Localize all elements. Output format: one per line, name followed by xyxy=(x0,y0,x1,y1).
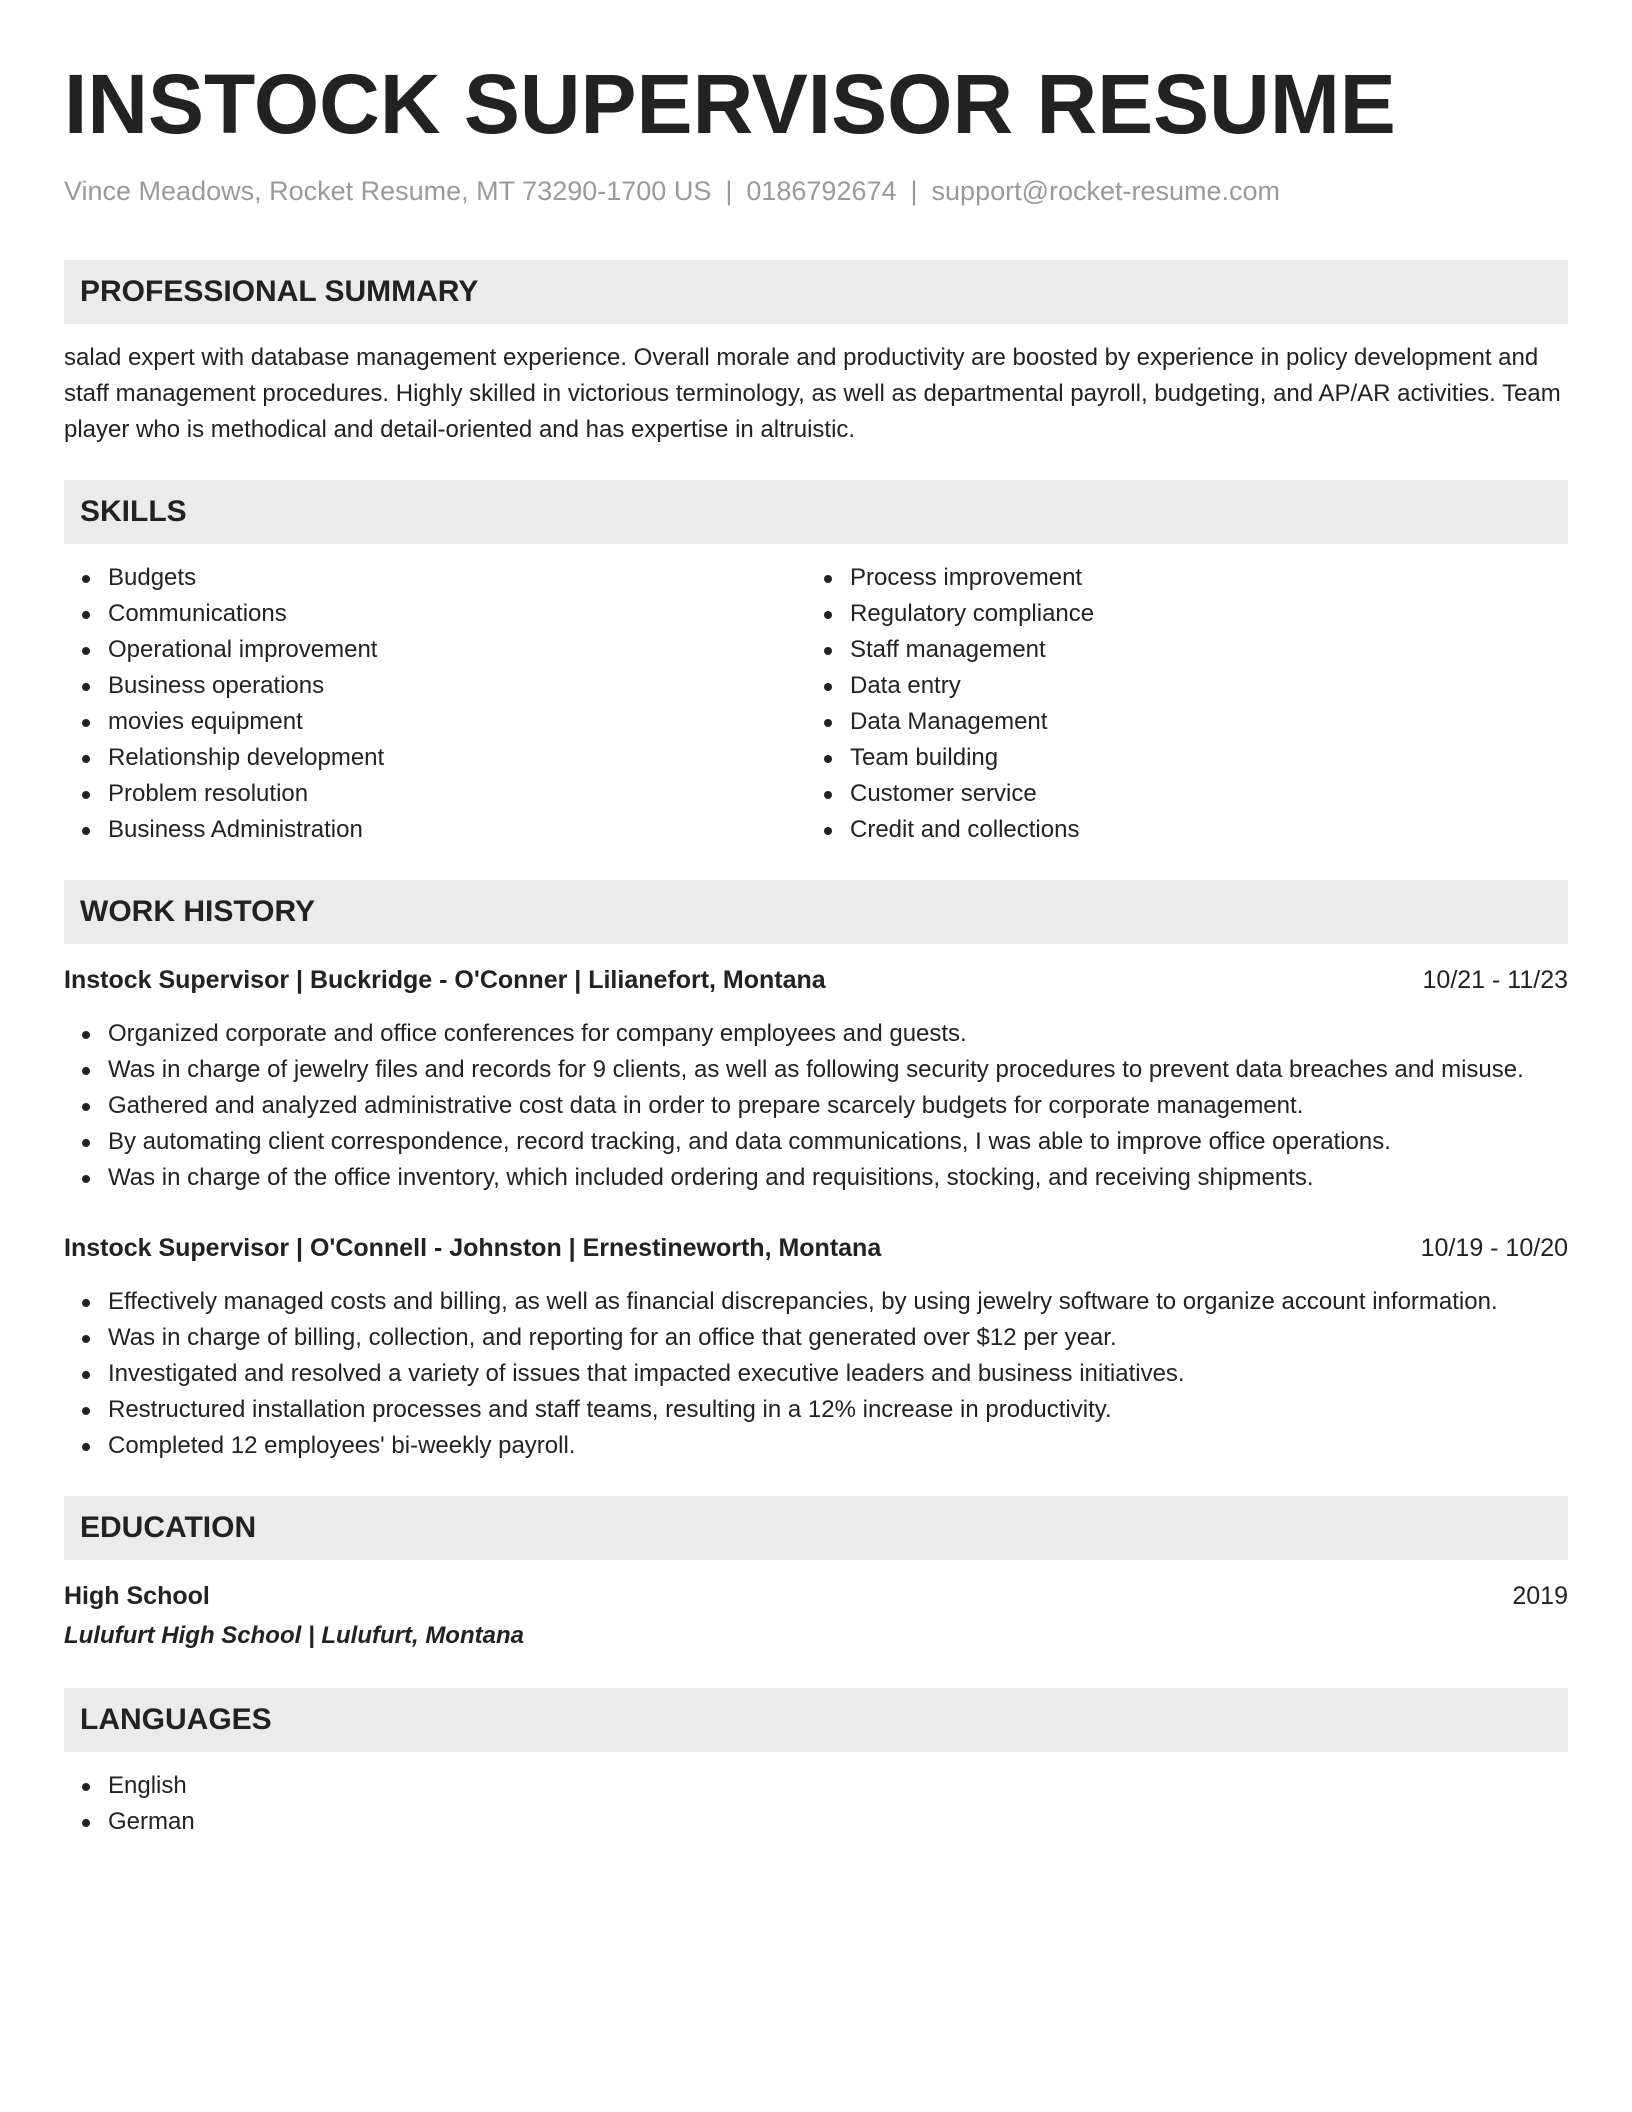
job-heading xyxy=(64,962,1568,998)
skill-item: Process improvement xyxy=(806,560,1548,596)
job-title: Instock Supervisor | Buckridge - O'Conner | Lilianefort, Montana xyxy=(64,966,826,994)
job-heading xyxy=(64,1230,1568,1266)
skill-item: Data Management xyxy=(806,704,1548,740)
contact-address: Vince Meadows, Rocket Resume, MT 73290-1700 US xyxy=(64,176,712,206)
job-duty-item: Restructured installation processes and staff teams, resulting in a 12% increase in productivity. xyxy=(64,1392,1568,1428)
language-item: German xyxy=(64,1804,1568,1840)
skill-item: Data entry xyxy=(806,668,1548,704)
job-duties xyxy=(64,1016,1568,1196)
summary-text: salad expert with database management experience. Overall morale and productivity are boosted by experience in policy development and staff management procedures. Highly skilled in victorious terminology, as well as departmental payroll, budgeting, and AP/AR activities. Team player who is methodical and detail-oriented and has expertise in altruistic. xyxy=(64,344,1561,443)
contact-separator: | xyxy=(725,176,733,206)
contact-phone: 0186792674 xyxy=(746,176,897,206)
education-entry xyxy=(64,1578,1568,1654)
skill-item: Relationship development xyxy=(64,740,806,776)
education-year: 2019 xyxy=(1512,1582,1568,1610)
languages-list xyxy=(64,1768,1568,1840)
skill-item: movies equipment xyxy=(64,704,806,740)
skills-list xyxy=(64,560,1568,848)
section-header-skills: SKILLS xyxy=(64,480,1568,544)
skills-column-right xyxy=(806,560,1548,848)
skill-item: Business operations xyxy=(64,668,806,704)
contact-line xyxy=(64,174,1568,208)
job-dates: 10/21 - 11/23 xyxy=(1422,966,1568,994)
job-duty-item: Organized corporate and office conferences for company employees and guests. xyxy=(64,1016,1568,1052)
page-title: INSTOCK SUPERVISOR RESUME xyxy=(64,57,1396,151)
section-header-languages: LANGUAGES xyxy=(64,1688,1568,1752)
education-degree: High School xyxy=(64,1582,210,1610)
section-header-summary: PROFESSIONAL SUMMARY xyxy=(64,260,1568,324)
job-entry xyxy=(64,1230,1568,1464)
section-header-work-history: WORK HISTORY xyxy=(64,880,1568,944)
skill-item: Team building xyxy=(806,740,1548,776)
job-duty-item: Was in charge of jewelry files and records for 9 clients, as well as following security procedures to prevent data breaches and misuse. xyxy=(64,1052,1568,1088)
skill-item: Credit and collections xyxy=(806,812,1548,848)
skill-item: Budgets xyxy=(64,560,806,596)
section-header-education: EDUCATION xyxy=(64,1496,1568,1560)
job-duty-item: Completed 12 employees' bi-weekly payroll. xyxy=(64,1428,1568,1464)
job-title: Instock Supervisor | O'Connell - Johnston | Ernestineworth, Montana xyxy=(64,1234,882,1262)
contact-separator: | xyxy=(910,176,918,206)
language-item: English xyxy=(64,1768,1568,1804)
skill-item: Communications xyxy=(64,596,806,632)
skill-item: Business Administration xyxy=(64,812,806,848)
skill-item: Customer service xyxy=(806,776,1548,812)
education-heading xyxy=(64,1578,1568,1614)
job-duty-item: Gathered and analyzed administrative cost data in order to prepare scarcely budgets for corporate management. xyxy=(64,1088,1568,1124)
job-dates: 10/19 - 10/20 xyxy=(1420,1234,1568,1262)
skill-item: Regulatory compliance xyxy=(806,596,1548,632)
skill-item: Operational improvement xyxy=(64,632,806,668)
job-duty-item: Was in charge of the office inventory, which included ordering and requisitions, stocking, and receiving shipments. xyxy=(64,1160,1568,1196)
contact-email: support@rocket-resume.com xyxy=(931,176,1281,206)
job-duty-item: Was in charge of billing, collection, and reporting for an office that generated over $12 per year. xyxy=(64,1320,1568,1356)
education-school: Lulufurt High School | Lulufurt, Montana xyxy=(64,1622,524,1649)
job-duties xyxy=(64,1284,1568,1464)
job-duty-item: By automating client correspondence, record tracking, and data communications, I was able to improve office operations. xyxy=(64,1124,1568,1160)
job-duty-item: Effectively managed costs and billing, as well as financial discrepancies, by using jewelry software to organize account information. xyxy=(64,1284,1568,1320)
skills-column-left xyxy=(64,560,806,848)
job-entry xyxy=(64,962,1568,1196)
skill-item: Problem resolution xyxy=(64,776,806,812)
skill-item: Staff management xyxy=(806,632,1548,668)
job-duty-item: Investigated and resolved a variety of issues that impacted executive leaders and business initiatives. xyxy=(64,1356,1568,1392)
